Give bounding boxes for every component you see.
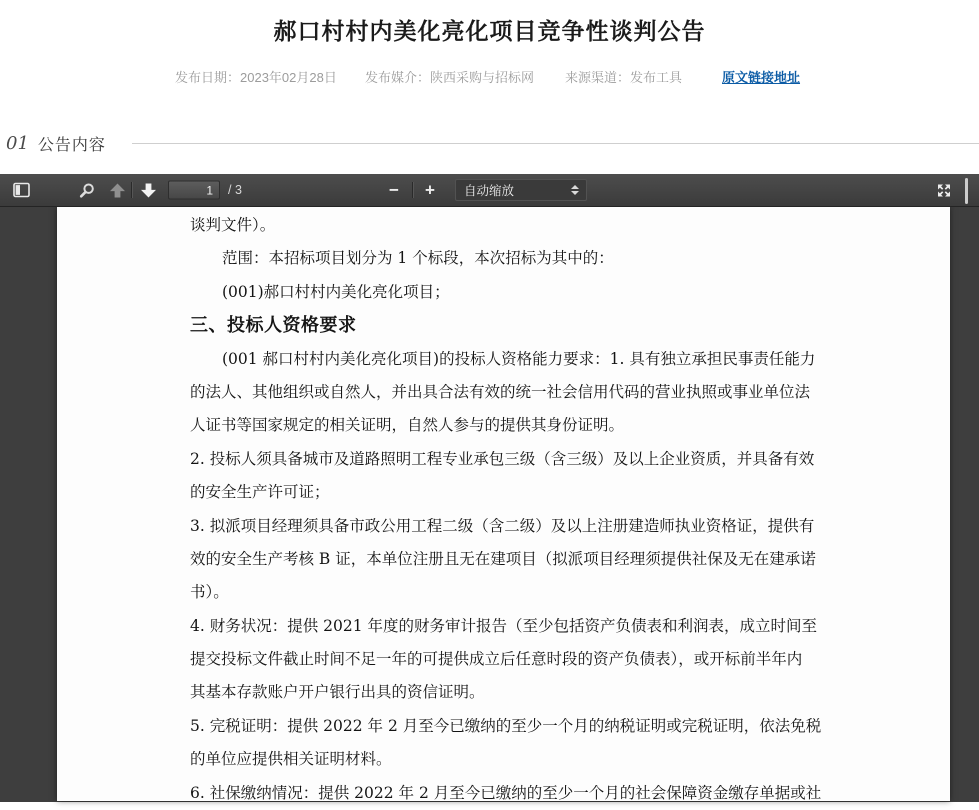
up-arrow-icon — [109, 183, 126, 197]
document-line: 4. 财务状况：提供 2021 年度的财务审计报告（至少包括资产负债表和利润表，成立时间至 — [190, 616, 818, 635]
scale-select-value: 自动缩放 — [464, 184, 515, 198]
source-channel: 来源渠道：发布工具 — [565, 70, 683, 85]
scrollbar-thumb[interactable] — [965, 178, 968, 204]
document-line: 提交投标文件截止时间不足一年的可提供成立后任意时段的资产负债表），或开标前半年内 — [190, 650, 803, 669]
search-icon — [79, 182, 95, 198]
document-line: 6. 社保缴纳情况：提供 2022 年 2 月至今已缴纳的至少一个月的社会保障资金缴存单据或社 — [190, 783, 822, 802]
page-title: 郝口村村内美化亮化项目竞争性谈判公告 — [273, 18, 706, 44]
zoom-in-button[interactable] — [417, 178, 443, 203]
toolbar-divider — [412, 182, 413, 198]
section-title: 公告内容 — [37, 137, 106, 154]
page-number-input[interactable] — [168, 181, 220, 200]
sidebar-toggle-button[interactable] — [8, 178, 34, 203]
search-button[interactable] — [74, 178, 100, 203]
document-line: 3. 拟派项目经理须具备市政公用工程二级（含二级）及以上注册建造师执业资格证，提供有 — [190, 516, 815, 535]
section-divider-line — [132, 143, 979, 144]
previous-page-button[interactable] — [104, 178, 130, 203]
document-line: 三、投标人资格要求 — [190, 315, 357, 337]
scale-select[interactable] — [455, 179, 587, 201]
presentation-mode-button[interactable] — [931, 178, 957, 203]
plus-icon: + — [425, 180, 435, 200]
chevron-up-down-icon — [571, 185, 579, 195]
document-line: 范围：本招标项目划分为 1 个标段，本次招标为其中的： — [222, 249, 614, 268]
toolbar-divider — [131, 182, 132, 198]
origin-link[interactable]: 原文链接地址 — [722, 70, 801, 85]
document-line: (001)郝口村村内美化亮化项目； — [222, 282, 450, 301]
pdf-page — [57, 207, 950, 801]
section-number: 01 — [6, 133, 29, 154]
down-arrow-icon — [140, 183, 157, 197]
publish-media: 发布媒介：陕西采购与招标网 — [365, 70, 535, 85]
document-line: 2. 投标人须具备城市及道路照明工程专业承包三级（含三级）及以上企业资质，并具备有效 — [190, 449, 815, 468]
document-line: 其基本存款账户开户银行出具的资信证明。 — [190, 683, 485, 702]
section-heading — [0, 132, 979, 155]
fullscreen-icon — [936, 182, 952, 198]
document-line: 5. 完税证明：提供 2022 年 2 月至今已缴纳的至少一个月的纳税证明或完税证明，依法免税 — [190, 716, 822, 735]
next-page-button[interactable] — [135, 178, 161, 203]
document-line: (001 郝口村村内美化亮化项目)的投标人资格能力要求：1. 具有独立承担民事责任能力 — [222, 349, 816, 368]
document-line: 的单位应提供相关证明材料。 — [190, 750, 392, 769]
meta-row — [0, 67, 979, 86]
document-line: 的安全生产许可证； — [190, 483, 330, 502]
zoom-out-button[interactable] — [381, 178, 407, 203]
publish-date: 发布日期：2023年02月28日 — [175, 70, 337, 85]
sidebar-toggle-icon — [13, 183, 30, 198]
page-total-label: / 3 — [228, 183, 242, 197]
document-line: 谈判文件）。 — [190, 216, 276, 234]
document-line: 书）。 — [190, 583, 229, 602]
document-line: 人证书等国家规定的相关证明，自然人参与的提供其身份证明。 — [190, 416, 625, 435]
pdf-toolbar — [0, 174, 979, 207]
document-text — [190, 209, 822, 810]
document-line: 的法人、其他组织或自然人，并出具合法有效的统一社会信用代码的营业执照或事业单位法 — [190, 382, 811, 401]
minus-icon: − — [389, 180, 399, 200]
pdf-viewer — [0, 174, 979, 802]
document-line: 效的安全生产考核 B 证，本单位注册且无在建项目（拟派项目经理须提供社保及无在建承诺 — [190, 549, 816, 568]
pdf-content-area[interactable] — [0, 207, 979, 801]
